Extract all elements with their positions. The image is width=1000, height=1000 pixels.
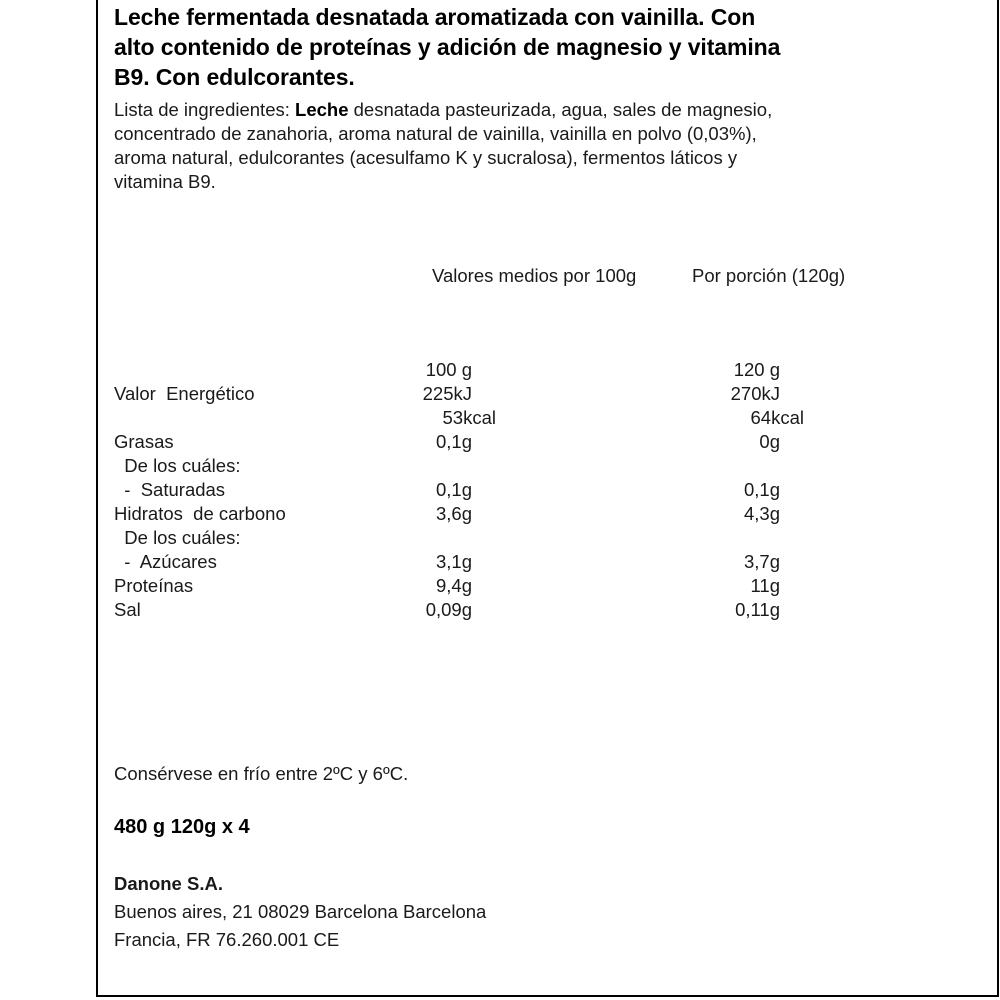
ingredients-prefix: Lista de ingredientes:: [114, 99, 296, 120]
company-address-line: Francia, FR 76.260.001 CE: [114, 929, 340, 950]
nutrient-value-portion: 11g: [750, 575, 780, 596]
nutrition-row: [98, 574, 998, 598]
nutrition-row: [98, 502, 998, 526]
nutrition-row: [98, 454, 998, 478]
product-description-line: alto contenido de proteínas y adición de magnesio y vitamina: [114, 34, 781, 60]
nutrient-value-100g: 225kJ: [422, 383, 472, 404]
company-name: Danone S.A.: [114, 873, 223, 894]
nutrient-label: - Saturadas: [114, 479, 226, 500]
nutrient-label: Valor Energético: [114, 383, 255, 404]
nutrient-value-portion: 0,1g: [743, 479, 780, 500]
nutrient-value-portion: 0,11g: [735, 599, 780, 620]
nutrient-value-100g: 100 g: [425, 359, 472, 380]
nutrient-value-100g: 0,09g: [425, 599, 472, 620]
nutrient-value-portion: 3,7g: [743, 551, 780, 572]
nutrient-label: De los cuáles:: [114, 527, 241, 548]
nutrient-value-100g: 53kcal: [442, 407, 496, 428]
ingredients-allergen: Leche: [295, 99, 349, 120]
nutrient-value-portion: 64kcal: [750, 407, 804, 428]
nutrient-value-portion: 0g: [759, 431, 780, 452]
product-description: [114, 2, 994, 92]
nutrient-value-100g: 3,6g: [435, 503, 472, 524]
nutrition-header-per-100g: Valores medios por 100g: [432, 265, 637, 286]
product-description-line: Leche fermentada desnatada aromatizada con vainilla. Con: [114, 4, 756, 30]
storage-instructions: Consérvese en frío entre 2ºC y 6ºC.: [114, 763, 409, 784]
nutrient-label: Hidratos de carbono: [114, 503, 286, 524]
nutrition-row: [98, 430, 998, 454]
ingredients-line: concentrado de zanahoria, aroma natural de vainilla, vainilla en polvo (0,03%),: [114, 123, 757, 144]
nutrient-label: De los cuáles:: [114, 455, 241, 476]
nutrition-row: [98, 358, 998, 382]
ingredients-line: aroma natural, edulcorantes (acesulfamo K y sucralosa), fermentos láticos y: [114, 147, 738, 168]
nutrition-row: [98, 550, 998, 574]
nutrient-label: Sal: [114, 599, 141, 620]
nutrition-row: [98, 526, 998, 550]
nutrient-value-portion: 270kJ: [730, 383, 780, 404]
nutrient-label: Proteínas: [114, 575, 194, 596]
nutrition-row: [98, 478, 998, 502]
nutrient-value-portion: 4,3g: [743, 503, 780, 524]
company-address-line: Buenos aires, 21 08029 Barcelona Barcelona: [114, 901, 487, 922]
nutrient-label: - Azúcares: [114, 551, 217, 572]
net-weight: 480 g 120g x 4: [114, 816, 250, 838]
label-frame: [96, 0, 999, 997]
ingredients-list: [114, 98, 994, 194]
nutrition-row: [98, 382, 998, 406]
nutrition-row: [98, 598, 998, 622]
nutrient-value-100g: 0,1g: [435, 479, 472, 500]
nutrient-value-100g: 3,1g: [435, 551, 472, 572]
nutrient-label: Grasas: [114, 431, 174, 452]
nutrition-row: [98, 406, 998, 430]
nutrition-header-per-portion: Por porción (120g): [692, 265, 846, 286]
ingredients-line: [114, 98, 994, 122]
nutrient-value-portion: 120 g: [733, 359, 780, 380]
nutrient-value-100g: 0,1g: [435, 431, 472, 452]
ingredients-line: vitamina B9.: [114, 171, 216, 192]
nutrient-value-100g: 9,4g: [435, 575, 472, 596]
product-description-line: B9. Con edulcorantes.: [114, 64, 355, 90]
ingredients-text: desnatada pasteurizada, agua, sales de magnesio,: [348, 99, 773, 120]
